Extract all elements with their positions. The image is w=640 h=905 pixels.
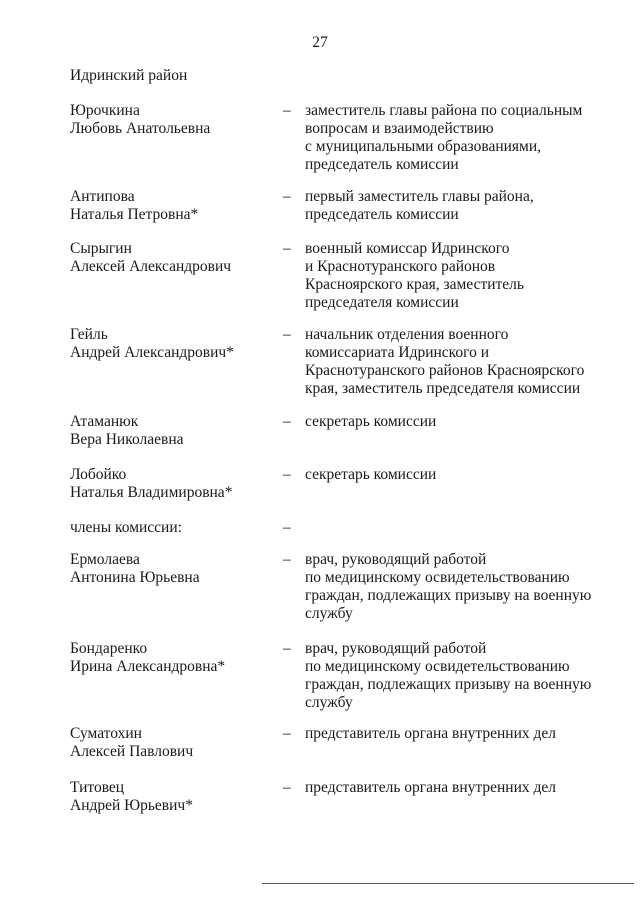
member-name-line: Гейль <box>70 326 108 343</box>
member-role-line: и Краснотуранского районов <box>305 258 496 275</box>
member-role <box>305 779 605 797</box>
member-name-line: Лобойко <box>70 466 127 483</box>
separator-dash: – <box>283 725 291 742</box>
member-name-line: Антипова <box>70 188 135 205</box>
member-role-line: службу <box>305 694 353 711</box>
member-role-line: первый заместитель главы района, <box>305 188 534 205</box>
member-role <box>305 551 605 623</box>
separator-dash: – <box>283 413 291 430</box>
member-role-line: представитель органа внутренних дел <box>305 779 557 796</box>
member-role-line: начальник отделения военного <box>305 326 509 343</box>
member-role-line: представитель органа внутренних дел <box>305 725 557 742</box>
member-role-line: заместитель главы района по социальным <box>305 102 583 119</box>
separator-dash: – <box>283 240 291 257</box>
member-name <box>70 102 270 138</box>
member-role-line: граждан, подлежащих призыву на военную <box>305 676 592 693</box>
member-name <box>70 779 270 815</box>
member-role <box>305 326 605 398</box>
member-role-line: секретарь комиссии <box>305 466 437 483</box>
separator-dash: – <box>283 640 291 657</box>
member-role-line: председатель комиссии <box>305 156 459 173</box>
separator-dash: – <box>283 779 291 796</box>
member-role-line: с муниципальными образованиями, <box>305 138 542 155</box>
separator-dash: – <box>283 102 291 119</box>
member-role-line: края, заместитель председателя комиссии <box>305 380 581 397</box>
member-role <box>305 640 605 712</box>
member-name <box>70 551 270 587</box>
member-name-line: Любовь Анатольевна <box>70 120 211 137</box>
separator-dash: – <box>283 326 291 343</box>
district-title: Идринский район <box>70 67 188 84</box>
member-name-line: Андрей Александрович* <box>70 344 234 361</box>
member-name-line: Ермолаева <box>70 551 140 568</box>
member-role <box>305 413 605 431</box>
member-name-line: Юрочкина <box>70 102 140 119</box>
member-name <box>70 725 270 761</box>
member-role <box>305 188 605 224</box>
member-role-line: военный комиссар Идринского <box>305 240 510 257</box>
member-name-line: Андрей Юрьевич* <box>70 797 193 814</box>
separator-dash: – <box>283 466 291 483</box>
member-role-line: врач, руководящий работой <box>305 551 487 568</box>
member-role-line: председатель комиссии <box>305 206 459 223</box>
member-name <box>70 240 270 276</box>
member-role-line: комиссариата Идринского и <box>305 344 490 361</box>
member-name-line: Суматохин <box>70 725 142 742</box>
member-name-line: Алексей Александрович <box>70 258 232 275</box>
member-name-line: Алексей Павлович <box>70 743 194 760</box>
member-name <box>70 413 270 449</box>
member-name <box>70 519 270 537</box>
member-name <box>70 326 270 362</box>
member-role-line: врач, руководящий работой <box>305 640 487 657</box>
member-role-line: граждан, подлежащих призыву на военную <box>305 587 592 604</box>
footer-rule <box>262 883 634 884</box>
member-role <box>305 240 605 312</box>
member-role-line: по медицинскому освидетельствованию <box>305 569 570 586</box>
member-name <box>70 188 270 224</box>
member-name-line: Антонина Юрьевна <box>70 569 200 586</box>
separator-dash: – <box>283 551 291 568</box>
member-role-line: по медицинскому освидетельствованию <box>305 658 570 675</box>
member-name-line: Наталья Владимировна* <box>70 484 233 501</box>
member-name-line: Наталья Петровна* <box>70 206 199 223</box>
member-role-line: Красноярского края, заместитель <box>305 276 524 293</box>
member-name <box>70 466 270 502</box>
member-role <box>305 466 605 484</box>
member-name-line: Титовец <box>70 779 125 796</box>
page-number: 27 <box>312 34 328 51</box>
member-name-line: Вера Николаевна <box>70 431 184 448</box>
member-role-line: председателя комиссии <box>305 294 459 311</box>
member-name-line: Сырыгин <box>70 240 132 257</box>
member-name <box>70 640 270 676</box>
member-name-line: Ирина Александровна* <box>70 658 226 675</box>
separator-dash: – <box>283 188 291 205</box>
member-role-line: секретарь комиссии <box>305 413 437 430</box>
member-role <box>305 102 605 174</box>
separator-dash: – <box>283 519 291 536</box>
member-role-line: службу <box>305 605 353 622</box>
member-name-line: члены комиссии: <box>70 519 182 536</box>
member-name-line: Атаманюк <box>70 413 139 430</box>
member-role <box>305 725 605 743</box>
member-role-line: вопросам и взаимодействию <box>305 120 494 137</box>
member-role-line: Краснотуранского районов Красноярского <box>305 362 585 379</box>
member-name-line: Бондаренко <box>70 640 148 657</box>
